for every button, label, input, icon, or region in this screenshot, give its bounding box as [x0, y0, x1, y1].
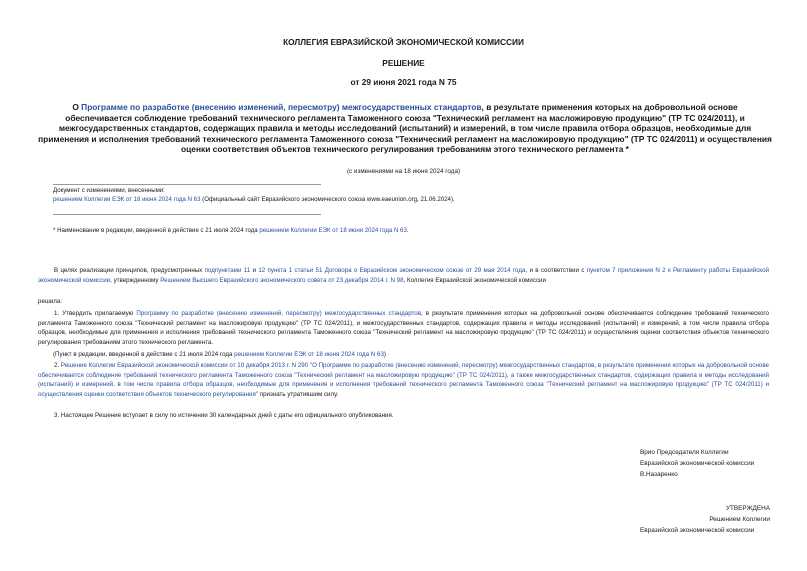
title-suffix: , в результате применения которых на добровольной основе обеспечивается соблюдение требований технического регламента Таможенного союза "Технический регламент на масложировую продукцию" (ТР ТС 024/2011), и межгосударственных стандартов, содержащих правила и методы исследований (испытаний) и измерений, в том числе правила отбора образцов, необходимые для применения и исполнения требований технического регламента Таможенного союза "Технический регламент на масложировую продукцию" (ТР ТС 024/2011) и осуществления оценки соответствия объектов технического регулирования требованиям этого технического регламента *	[38, 102, 772, 155]
item-1-note-link[interactable]: решением Коллегии ЕЭК от 18 июня 2024 года N 63	[234, 351, 384, 358]
item-1-note: (Пункт в редакции, введенной в действие с 21 июля 2024 года решением Коллегии ЕЭК от 18 июня 2024 года N 63)	[53, 351, 386, 358]
approved-org: Евразийской экономической комиссии	[640, 527, 755, 534]
footnote	[53, 226, 753, 235]
preamble-link-3[interactable]: пунктом 7 приложения N 2 к Регламенту работы Евразийской экономической комиссии	[38, 267, 769, 284]
approval-block	[640, 503, 770, 536]
signatory-position-2: Евразийской экономической комиссии	[640, 460, 755, 467]
amendments-block	[53, 186, 753, 204]
issuer-heading: КОЛЛЕГИЯ ЕВРАЗИЙСКОЙ ЭКОНОМИЧЕСКОЙ КОМИССИИ	[283, 37, 524, 47]
preamble-link-2[interactable]: 12 пункта 1 статьи 51 Договора о Евразийском экономическом союзе от 29 мая 2014 года	[258, 267, 526, 274]
preamble-link-4[interactable]: Решением Высшего Евразийского экономического совета от 23 декабря 2014 г. N 98	[160, 276, 404, 284]
item-2-link[interactable]: Решение Коллегии Евразийской экономической комиссии от 10 декабря 2013 г. N 290 "О Программе по разработке (внесению изменений, пересмотру) межгосударственных стандартов, в результате применения которых на добровольной основе обеспечивается соблюдение требований технического регламента Таможенного союза "Технический регламент на масложировую продукцию" (ТР ТС 024/2011), а также межгосударственных стандартов, содержащих правила и методы исследований (испытаний) и измерений, в том числе правила отбора образцов, необходимые для применения и исполнения требований технического регламента Таможенного союза "Технический регламент на масложировую продукцию" (ТР ТС 024/2011) и осуществления оценки соответствия объектов технического регулирования"	[38, 362, 769, 398]
footnote-end: .	[406, 227, 409, 234]
item-2: 2. Решение Коллегии Евразийской экономической комиссии от 10 декабря 2013 г. N 290 "О Программе по разработке (внесению изменений, пересмотру) межгосударственных стандартов, в результате применения которых на добровольной основе обеспечивается соблюдение требований технического регламента Таможенного союза "Технический регламент на масложировую продукцию" (ТР ТС 024/2011), а также межгосударственных стандартов, содержащих правила и методы исследований (испытаний) и измерений, в том числе правила отбора образцов, необходимые для применения и исполнения требований технического регламента Таможенного союза "Технический регламент на масложировую продукцию" (ТР ТС 024/2011) и осуществления оценки соответствия объектов технического регулирования" признать утратившим силу.	[38, 362, 769, 398]
amendment-link[interactable]: решением Коллегии ЕЭК от 18 июня 2024 года N 63	[53, 196, 201, 204]
document-title	[38, 102, 772, 155]
signature-block	[640, 447, 754, 480]
footnote-text: * Наименование в редакции, введенной в действие с 21 июля 2024 года	[53, 227, 260, 234]
resolved-word: решила:	[38, 298, 63, 305]
preamble-link-1[interactable]: подпунктами 11	[204, 267, 251, 274]
signatory-position-1: Врио Председателя Коллегии	[640, 449, 729, 456]
preamble: В целях реализации принципов, предусмотренных подпунктами 11 и 12 пункта 1 статьи 51 Договора о Евразийском экономическом союзе от 29 мая 2014 года, и в соответствии с пунктом 7 приложения N 2 к Регламенту работы Евразийской экономической комиссии, утвержденному Решением Высшего Евразийского экономического совета от 23 декабря 2014 г. N 98, Коллегия Евразийской экономической комиссии	[38, 267, 769, 284]
divider	[53, 214, 321, 215]
item-3: 3. Настоящее Решение вступает в силу по истечении 30 календарных дней с даты его официального опубликования.	[54, 412, 394, 419]
amendments-item	[53, 195, 753, 204]
title-prefix: О	[72, 102, 82, 112]
amendment-source: (Официальный сайт Евразийского экономического союза www.eaeunion.org, 21.06.2024).	[200, 196, 455, 204]
amendments-heading: Документ с изменениями, внесенными:	[53, 187, 165, 194]
approved-by: Решением Коллегии	[709, 516, 770, 523]
divider	[53, 184, 321, 185]
edition-note: (с изменениями на 18 июня 2024 года)	[346, 168, 461, 175]
doc-date-heading: от 29 июня 2021 года N 75	[350, 77, 457, 87]
footnote-link[interactable]: решением Коллегии ЕЭК от 18 июня 2024 года N 63	[259, 227, 407, 234]
signatory-name: В.Назаренко	[640, 471, 678, 478]
title-link[interactable]: Программе по разработке (внесению изменений, пересмотру) межгосударственных стандартов	[81, 102, 482, 112]
approved-word: УТВЕРЖДЕНА	[725, 505, 770, 512]
item-1: 1. Утвердить прилагаемую Программу по разработке (внесению изменений, пересмотру) межгосударственных стандартов, в результате применения которых на добровольной основе обеспечивается соблюдение требований технического регламента Таможенного союза "Технический регламент на масложировую продукцию" (ТР ТС 024/2011), и межгосударственных стандартов, содержащих правила и методы исследований (испытаний) и измерений, в том числе правила отбора образцов, необходимые для применения и исполнения требований технического регламента Таможенного союза "Технический регламент на масложировую продукцию" (ТР ТС 024/2011) и осуществления оценки соответствия объектов технического регулирования требованиям этого технического регламента.	[38, 310, 769, 346]
doc-type-heading: РЕШЕНИЕ	[382, 58, 425, 68]
item-1-link[interactable]: Программу по разработке (внесению изменений, пересмотру) межгосударственных стандартов	[136, 310, 422, 317]
